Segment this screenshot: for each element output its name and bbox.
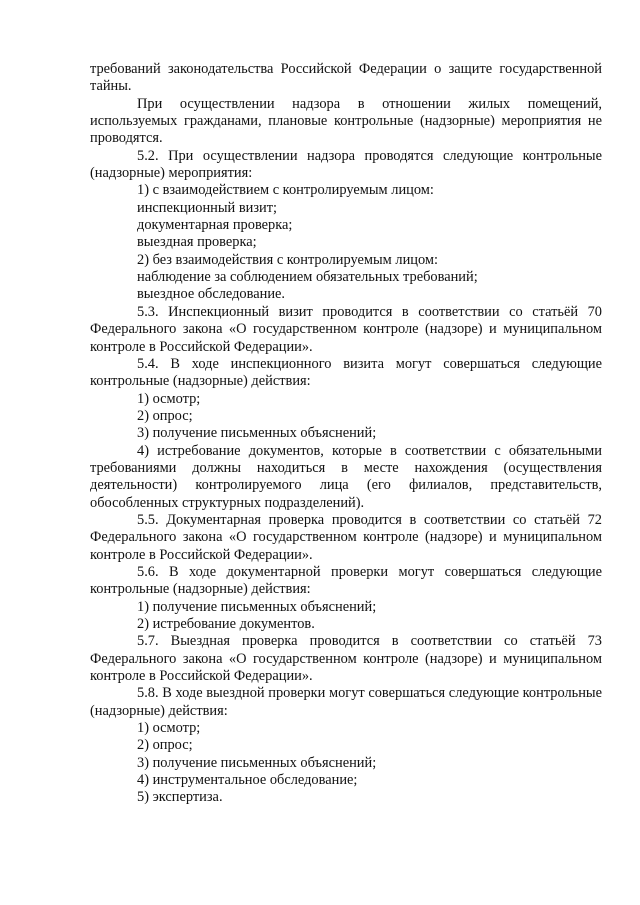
- list-item: 2) опрос;: [137, 407, 193, 424]
- paragraph-5-3: 5.3. Инспекционный визит проводится в соответствии со статьёй 70 Федерального закона «О государственном контроле (надзоре) и муниципальном контроле в Российской Федерации».: [90, 303, 602, 355]
- paragraph-5-5: 5.5. Документарная проверка проводится в соответствии со статьёй 72 Федерального закона «О государственном контроле (надзоре) и муниципальном контроле в Российской Федерации».: [90, 511, 602, 563]
- paragraph-continuation: требований законодательства Российской Федерации о защите государственной тайны.: [90, 61, 602, 95]
- list-item: 2) истребование документов.: [137, 616, 315, 632]
- list-item: наблюдение за соблюдением обязательных требований;: [137, 269, 478, 286]
- paragraph-5-7: 5.7. Выездная проверка проводится в соответствии со статьёй 73 Федерального закона «О государственном контроле (надзоре) и муниципальном контроле в Российской Федерации».: [90, 633, 602, 685]
- list-item: инспекционный визит;: [137, 199, 278, 216]
- list-item: 3) получение письменных объяснений;: [137, 754, 377, 771]
- list-item: 5) экспертиза.: [137, 789, 223, 806]
- list-item: выездное обследование.: [137, 286, 286, 303]
- paragraph-document-request: 4) истребование документов, которые в соответствии с обязательными требованиями должны находиться в месте нахождения (осуществления деятельности) контролируемого лица (его филиалов, представительств, обособленных структурных подразделений).: [90, 442, 602, 511]
- document-body: [90, 61, 602, 807]
- list-item: 2) опрос;: [137, 737, 193, 754]
- paragraph-5-8: 5.8. В ходе выездной проверки могут совершаться следующие контрольные (надзорные) действия:: [90, 685, 602, 719]
- list-item: 1) с взаимодействием с контролируемым лицом:: [137, 182, 434, 199]
- paragraph-5-6: 5.6. В ходе документарной проверки могут совершаться следующие контрольные (надзорные) действия:: [90, 563, 602, 598]
- list-item: 4) инструментальное обследование;: [137, 772, 358, 789]
- paragraph-residential-premises: При осуществлении надзора в отношении жилых помещений, используемых гражданами, плановые контрольные (надзорные) мероприятия не проводятся.: [90, 95, 602, 147]
- list-item: 3) получение письменных объяснений;: [137, 425, 377, 442]
- list-item: 1) осмотр;: [137, 720, 201, 737]
- list-item: документарная проверка;: [137, 217, 293, 234]
- paragraph-5-4: 5.4. В ходе инспекционного визита могут совершаться следующие контрольные (надзорные) действия:: [90, 355, 602, 390]
- list-item: выездная проверка;: [137, 234, 257, 251]
- list-item: 2) без взаимодействия с контролируемым лицом:: [137, 251, 438, 268]
- list-item: 1) получение письменных объяснений;: [137, 598, 377, 615]
- list-item: 1) осмотр;: [137, 390, 201, 407]
- paragraph-5-2: 5.2. При осуществлении надзора проводятся следующие контрольные (надзорные) мероприятия:: [90, 147, 602, 182]
